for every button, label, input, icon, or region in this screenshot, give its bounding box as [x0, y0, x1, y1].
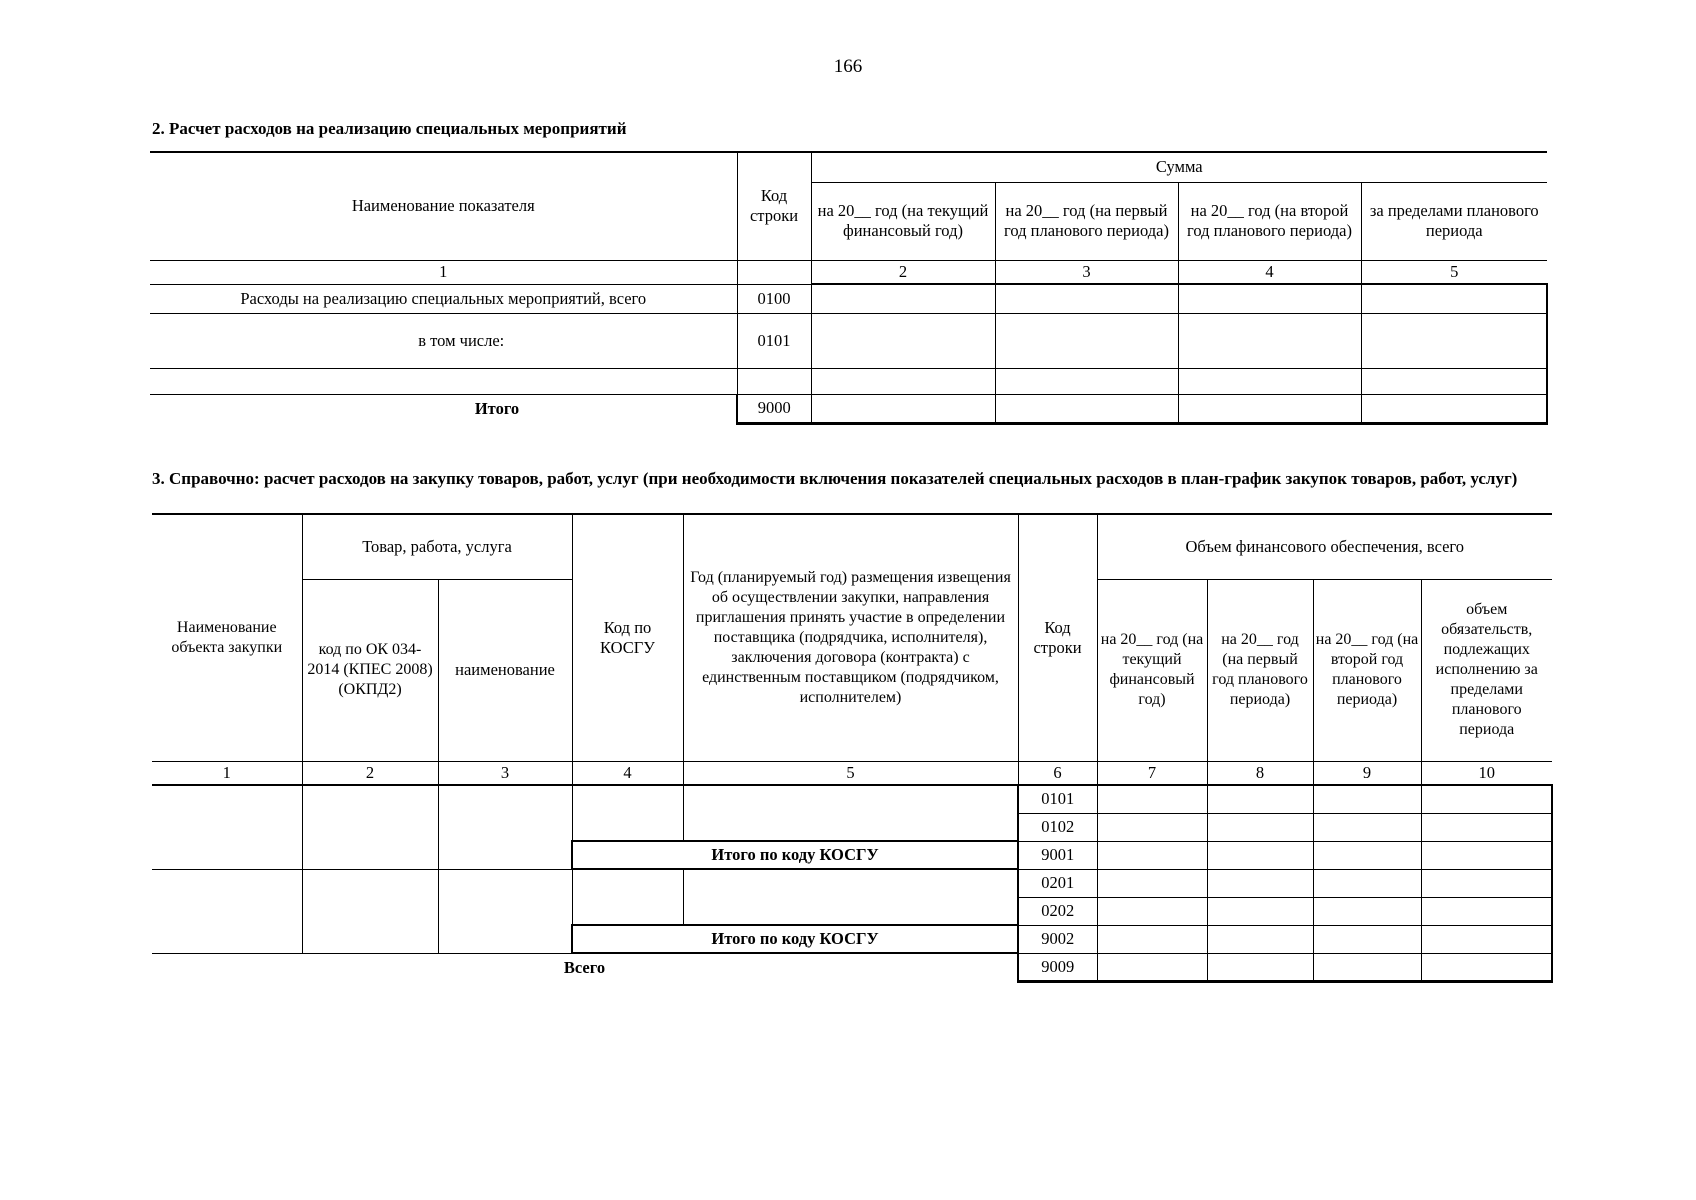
value-cell[interactable] — [1097, 869, 1207, 897]
header-object-name: Наименование объекта закупки — [152, 514, 302, 761]
value-cell[interactable] — [1178, 284, 1361, 313]
value-cell[interactable] — [811, 368, 995, 394]
header-current-year: на 20__ год (на текущий финансовый год) — [811, 182, 995, 260]
row-code: 0100 — [737, 284, 811, 313]
value-cell[interactable] — [1178, 313, 1361, 368]
col-number: 4 — [572, 761, 683, 785]
col-number: 5 — [683, 761, 1018, 785]
value-cell[interactable] — [1178, 368, 1361, 394]
header-beyond-plan: объем обязательств, подлежащих исполнению за пределами планового периода — [1421, 579, 1552, 761]
col-number: 2 — [811, 260, 995, 284]
value-cell[interactable] — [1097, 897, 1207, 925]
value-cell[interactable] — [1421, 785, 1552, 813]
kosgu-total-label: Итого по коду КОСГУ — [572, 925, 1018, 953]
value-cell[interactable] — [1361, 368, 1547, 394]
value-cell[interactable] — [1361, 284, 1547, 313]
value-cell[interactable] — [995, 284, 1178, 313]
col-number: 3 — [438, 761, 572, 785]
value-cell[interactable] — [811, 394, 995, 423]
row-code: 0102 — [1018, 813, 1097, 841]
header-indicator-name: Наименование показателя — [150, 152, 737, 260]
header-first-plan-year: на 20__ год (на первый год планового периода) — [1207, 579, 1313, 761]
row-name: Расходы на реализацию специальных мероприятий, всего — [150, 284, 737, 313]
value-cell[interactable] — [1207, 869, 1313, 897]
value-cell[interactable] — [1097, 785, 1207, 813]
header-goods: Товар, работа, услуга — [302, 514, 572, 579]
col-number: 1 — [152, 761, 302, 785]
col-number: 6 — [1018, 761, 1097, 785]
value-cell[interactable] — [1207, 785, 1313, 813]
value-cell[interactable] — [1313, 869, 1421, 897]
value-cell[interactable] — [1421, 925, 1552, 953]
col-number: 5 — [1361, 260, 1547, 284]
value-cell[interactable] — [1097, 925, 1207, 953]
row-code: 0101 — [737, 313, 811, 368]
row-code: 0202 — [1018, 897, 1097, 925]
value-cell[interactable] — [1361, 313, 1547, 368]
row-name — [150, 368, 737, 394]
header-goods-code: код по ОК 034-2014 (КПЕС 2008) (ОКПД2) — [302, 579, 438, 761]
row-code: 9001 — [1018, 841, 1097, 869]
value-cell[interactable] — [1313, 925, 1421, 953]
row-name: в том числе: — [150, 313, 737, 368]
col-number — [737, 260, 811, 284]
header-kosgu: Код по КОСГУ — [572, 514, 683, 761]
total-label: Итого — [150, 394, 737, 423]
header-first-plan-year: на 20__ год (на первый год планового периода) — [995, 182, 1178, 260]
header-row-code: Код строки — [737, 152, 811, 260]
goods-name-cell[interactable] — [438, 869, 572, 953]
section-2-title: 2. Расчет расходов на реализацию специальных мероприятий — [152, 119, 627, 138]
value-cell[interactable] — [811, 313, 995, 368]
value-cell[interactable] — [1421, 841, 1552, 869]
header-second-plan-year: на 20__ год (на второй год планового периода) — [1313, 579, 1421, 761]
value-cell[interactable] — [1207, 953, 1313, 981]
col-number: 10 — [1421, 761, 1552, 785]
header-goods-name: наименование — [438, 579, 572, 761]
grand-total-label: Всего — [152, 953, 1018, 981]
value-cell[interactable] — [1421, 897, 1552, 925]
col-number: 1 — [150, 260, 737, 284]
row-code: 9009 — [1018, 953, 1097, 981]
value-cell[interactable] — [1313, 897, 1421, 925]
value-cell[interactable] — [1207, 897, 1313, 925]
col-number: 7 — [1097, 761, 1207, 785]
value-cell[interactable] — [1097, 953, 1207, 981]
header-placement-year: Год (планируемый год) размещения извещения об осуществлении закупки, направления приглашения принять участие в определении поставщика (подрядчика, исполнителя), заключения договора (контракта) с единственным поставщиком (подрядчиком, исполнителем) — [683, 514, 1018, 761]
col-number: 4 — [1178, 260, 1361, 284]
value-cell[interactable] — [1207, 925, 1313, 953]
object-name-cell[interactable] — [152, 785, 302, 869]
page-number: 166 — [833, 56, 863, 77]
header-volume: Объем финансового обеспечения, всего — [1097, 514, 1552, 579]
col-number: 8 — [1207, 761, 1313, 785]
col-number: 3 — [995, 260, 1178, 284]
value-cell[interactable] — [1313, 813, 1421, 841]
header-second-plan-year: на 20__ год (на второй год планового периода) — [1178, 182, 1361, 260]
value-cell[interactable] — [1207, 841, 1313, 869]
value-cell[interactable] — [995, 394, 1178, 423]
value-cell[interactable] — [1097, 813, 1207, 841]
value-cell[interactable] — [1421, 953, 1552, 981]
value-cell[interactable] — [995, 313, 1178, 368]
value-cell[interactable] — [1421, 813, 1552, 841]
row-code: 9000 — [737, 394, 811, 423]
procurement-table — [152, 513, 1553, 983]
year-cell[interactable] — [683, 869, 1018, 925]
value-cell[interactable] — [1313, 785, 1421, 813]
value-cell[interactable] — [1097, 841, 1207, 869]
row-code: 0101 — [1018, 785, 1097, 813]
header-row-code: Код строки — [1018, 514, 1097, 761]
section-3-title: 3. Справочно: расчет расходов на закупку товаров, работ, услуг (при необходимости включения показателей специальных расходов в план-график закупок товаров, работ, услуг) — [152, 469, 1518, 488]
value-cell[interactable] — [811, 284, 995, 313]
row-code — [737, 368, 811, 394]
value-cell[interactable] — [1313, 953, 1421, 981]
row-code: 9002 — [1018, 925, 1097, 953]
header-sum: Сумма — [811, 152, 1547, 182]
value-cell[interactable] — [995, 368, 1178, 394]
object-name-cell[interactable] — [152, 869, 302, 953]
kosgu-cell[interactable] — [572, 869, 683, 925]
value-cell[interactable] — [1361, 394, 1547, 423]
header-beyond-plan: за пределами планового периода — [1361, 182, 1547, 260]
header-current-year: на 20__ год (на текущий финансовый год) — [1097, 579, 1207, 761]
year-cell[interactable] — [683, 785, 1018, 841]
goods-code-cell[interactable] — [302, 869, 438, 953]
kosgu-total-label: Итого по коду КОСГУ — [572, 841, 1018, 869]
value-cell[interactable] — [1421, 869, 1552, 897]
value-cell[interactable] — [1178, 394, 1361, 423]
goods-code-cell[interactable] — [302, 785, 438, 869]
row-code: 0201 — [1018, 869, 1097, 897]
special-expenses-table — [150, 151, 1548, 425]
col-number: 2 — [302, 761, 438, 785]
col-number: 9 — [1313, 761, 1421, 785]
kosgu-cell[interactable] — [572, 785, 683, 841]
goods-name-cell[interactable] — [438, 785, 572, 869]
value-cell[interactable] — [1313, 841, 1421, 869]
value-cell[interactable] — [1207, 813, 1313, 841]
